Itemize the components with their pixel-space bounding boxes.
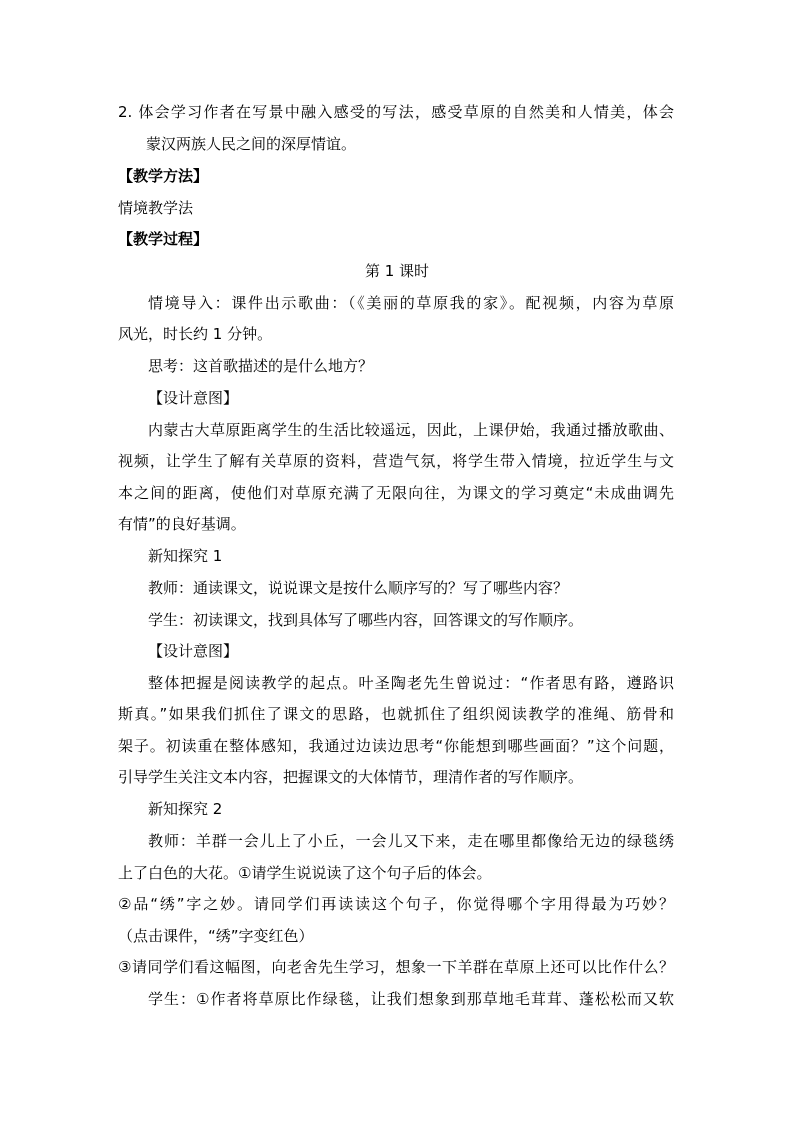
design-intent-2-line-4: 引导学生关注文本内容，把握课文的大体情节，理清作者的写作顺序。 bbox=[118, 768, 584, 786]
design-intent-2-line-1: 整体把握是阅读教学的起点。叶圣陶老先生曾说过：“作者思有路，遵路识 bbox=[148, 674, 674, 692]
teaching-method-text: 情境教学法 bbox=[118, 199, 194, 217]
design-intent-1-line-3: 本之间的距离，使他们对草原充满了无限向往，为课文的学习奠定“未成曲调先 bbox=[118, 484, 674, 502]
design-intent-2-line-3: 架子。初读重在整体感知，我通过边读边思考“你能想到哪些画面？”这个问题， bbox=[118, 737, 674, 755]
student-line-2: 学生：①作者将草原比作绿毯，让我们想象到那草地毛茸茸、蓬松松而又软 bbox=[148, 990, 674, 1008]
teacher-line-2a: 教师：羊群一会儿上了小丘，一会儿又下来，走在哪里都像给无边的绿毯绣 bbox=[148, 832, 674, 850]
design-intent-heading-1: 【设计意图】 bbox=[148, 389, 239, 407]
teacher-line-2b: 上了白色的大花。①请学生说说读了这个句子后的体会。 bbox=[118, 864, 492, 882]
design-intent-1-line-2: 视频，让学生了解有关草原的资料，营造气氛，将学生带入情境，拉近学生与文 bbox=[118, 452, 674, 470]
design-intent-2-line-2: 斯真。”如果我们抓住了课文的思路，也就抓住了组织阅读教学的准绳、筋骨和 bbox=[118, 705, 674, 723]
heading-teaching-method: 【教学方法】 bbox=[118, 167, 209, 185]
design-intent-1-line-1: 内蒙古大草原距离学生的生活比较遥远，因此，上课伊始，我通过播放歌曲、 bbox=[148, 421, 674, 439]
new-knowledge-2-heading: 新知探究 2 bbox=[148, 800, 223, 818]
teacher-line-1: 教师：通读课文，说说课文是按什么顺序写的？写了哪些内容？ bbox=[148, 579, 569, 597]
new-knowledge-1-heading: 新知探究 1 bbox=[148, 547, 223, 565]
think-question: 思考：这首歌描述的是什么地方？ bbox=[148, 357, 374, 375]
intro-line-1: 情境导入：课件出示歌曲：（《美丽的草原我的家》。配视频，内容为草原 bbox=[148, 294, 674, 312]
lesson-title: 第 1 课时 bbox=[364, 262, 430, 280]
student-line-1: 学生：初读课文，找到具体写了哪些内容，回答课文的写作顺序。 bbox=[148, 611, 584, 629]
heading-teaching-process: 【教学过程】 bbox=[118, 230, 209, 248]
objective-2-line-2: 蒙汉两族人民之间的深厚情谊。 bbox=[146, 135, 357, 153]
design-intent-1-line-4: 有情”的良好基调。 bbox=[118, 515, 246, 533]
item-3-line: ③请同学们看这幅图，向老舍先生学习，想象一下羊群在草原上还可以比作什么？ bbox=[118, 958, 674, 976]
intro-line-2: 风光，时长约 1 分钟。 bbox=[118, 325, 273, 343]
objective-2-line-1: 2. 体会学习作者在写景中融入感受的写法，感受草原的自然美和人情美，体会 bbox=[118, 103, 674, 121]
design-intent-heading-2: 【设计意图】 bbox=[148, 642, 239, 660]
item-2-line: ②品“绣”字之妙。请同学们再读读这个句子，你觉得哪个字用得最为巧妙？ bbox=[118, 895, 674, 913]
click-courseware-note: （点击课件，“绣”字变红色） bbox=[118, 927, 314, 945]
